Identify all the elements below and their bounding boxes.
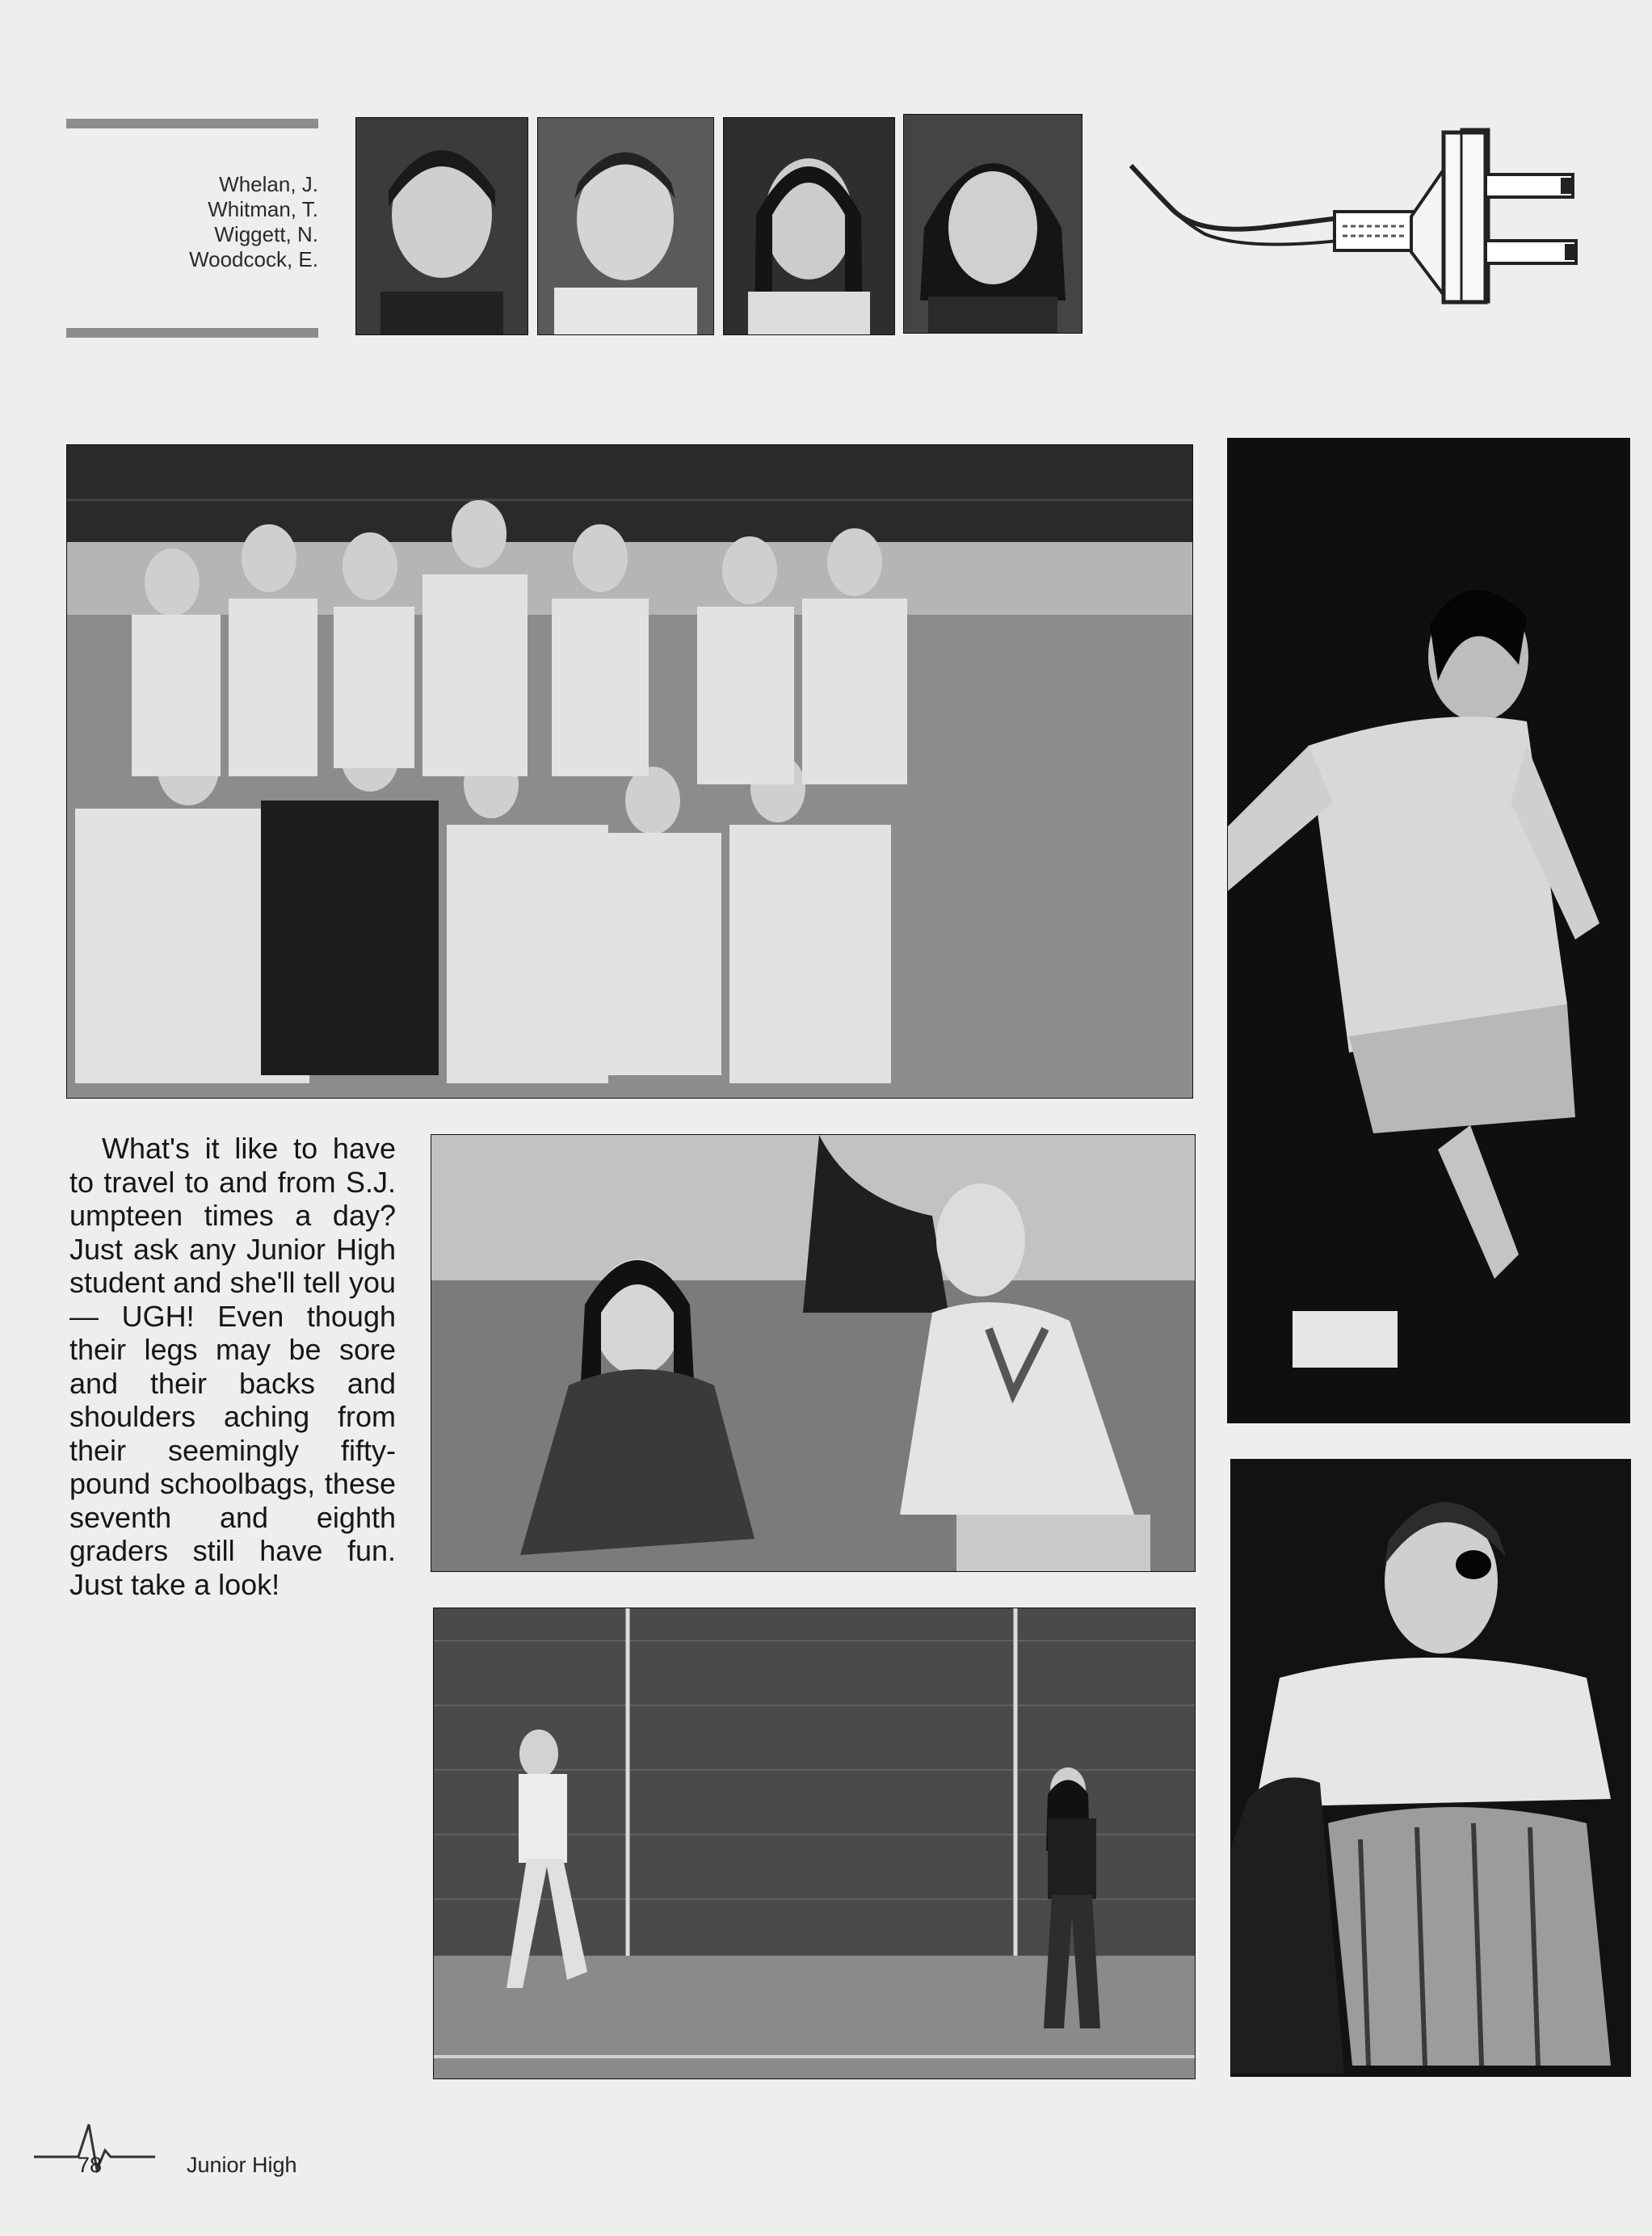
photo-students-tennis-court: [433, 1608, 1196, 2079]
name-list-bottom-rule: [66, 328, 318, 338]
group-photo-students: [66, 444, 1193, 1099]
portrait-name-list: [66, 172, 318, 272]
electrical-plug-icon: [1124, 121, 1593, 307]
section-name: Junior High: [187, 2153, 297, 2177]
portrait-photo-whitman: [537, 117, 714, 335]
feature-paragraph: What's it like to have to travel to and from S.J. umpteen times a day? Just ask any Junior High student and she'll tell you — UGH! Even though their legs may be sore and their backs and shoulders aching from their seemingly fifty-pound schoolbags, these seventh and eighth graders still have fun. Just take a look!: [69, 1132, 396, 1601]
portrait-photo-whelan: [355, 117, 528, 335]
photo-dancing-student: [1227, 438, 1630, 1423]
portrait-photo-woodcock: [903, 114, 1082, 334]
portrait-name: Whitman, T.: [208, 197, 318, 221]
portrait-photo-wiggett: [723, 117, 895, 335]
photo-student-sunglasses: [1230, 1459, 1631, 2077]
photo-students-sitting: [431, 1134, 1196, 1572]
name-list-top-rule: [66, 119, 318, 128]
page-number: 78: [78, 2153, 103, 2177]
portrait-name: Wiggett, N.: [214, 222, 318, 246]
portrait-name: Whelan, J.: [219, 172, 318, 196]
portrait-name: Woodcock, E.: [189, 247, 318, 271]
